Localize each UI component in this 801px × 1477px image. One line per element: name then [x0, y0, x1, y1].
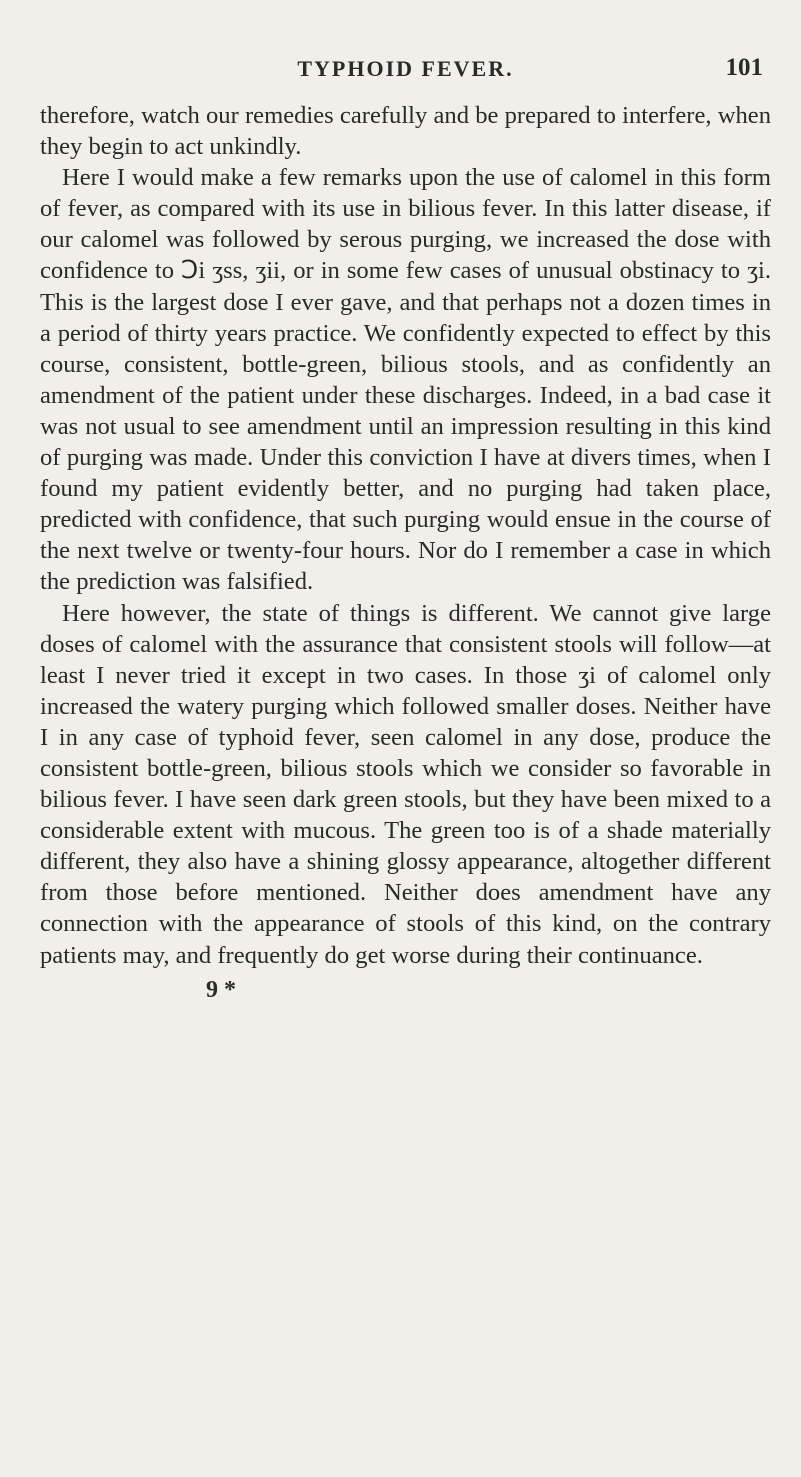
- body-text: [40, 100, 771, 971]
- signature-mark: 9 *: [206, 976, 236, 1003]
- page-number: 101: [725, 54, 763, 81]
- running-head: [40, 56, 771, 90]
- running-title: TYPHOID FEVER.: [297, 56, 514, 81]
- paragraph-typhoid-differences: Here however, the state of things is different. We cannot give large doses of calomel with the assurance that consistent stools will follow—at least I never tried it except in two cases. In those ʒi of calomel only increased the watery purging which followed smaller doses. Neither have I in any case of typhoid fever, seen calomel in any dose, produce the consistent bottle-green, bilious stools which we consider so favorable in bilious fever. I have seen dark green stools, but they have been mixed to a considerable extent with mucous. The green too is of a shade materially different, they also have a shining glossy appearance, altogether different from those before mentioned. Neither does amendment have any connection with the appearance of stools of this kind, on the contrary patients may, and frequently do get worse during their continuance.: [40, 599, 771, 969]
- paragraph-continued: therefore, watch our remedies carefully and be prepared to interfere, when they begin to act unkindly.: [40, 102, 771, 161]
- paragraph-calomel-bilious-fever: Here I would make a few remarks upon the use of calomel in this form of fever, as compared with its use in bilious fever. In this latter disease, if our calomel was followed by serous purging, we increased the dose with confidence to Ↄi ʒss, ʒii, or in some few cases of unusual obstinacy to ʒi. This is the largest dose I ever gave, and that perhaps not a dozen times in a period of thirty years practice. We confidently expected to effect by this course, consistent, bottle-green, bilious stools, and as confidently an amendment of the patient under these discharges. Indeed, in a bad case it was not usual to see amendment until an impression resulting in this kind of purging was made. Under this conviction I have at divers times, when I found my patient evidently better, and no purging had taken place, predicted with confidence, that such purging would ensue in the course of the next twelve or twenty-four hours. Nor do I remember a case in which the prediction was falsified.: [40, 164, 771, 596]
